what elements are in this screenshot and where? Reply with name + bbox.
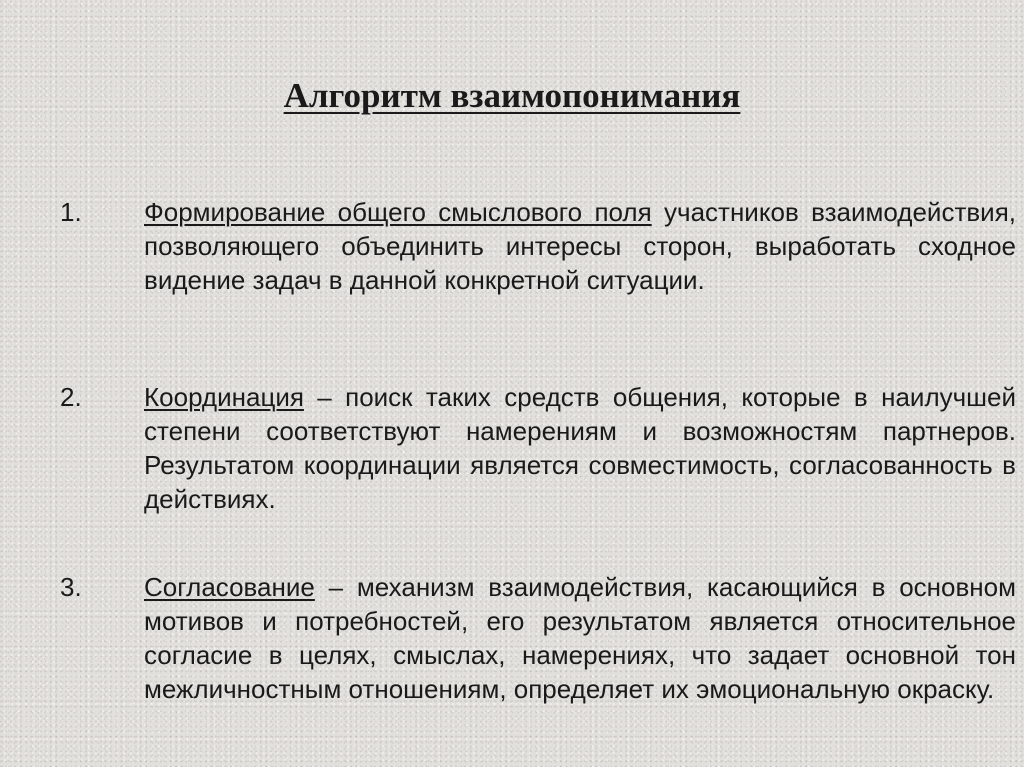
- list-item-number: 3.: [60, 572, 82, 602]
- list-item-number: 1.: [60, 197, 82, 227]
- list-item-description: участников взаимодействия, позволяющего объединить интересы сторон, выработать сходное видение задач в данной конкретной ситуации.: [144, 197, 1016, 295]
- list-item-text: [144, 380, 1016, 516]
- slide-title-text: Алгоритм взаимопонимания: [283, 76, 741, 115]
- list-item-term: Координация: [144, 382, 304, 412]
- list-item-description: – механизм взаимодействия, касающийся в основном мотивов и потребностей, его результатом является относительное согласие в целях, смыслах, намерениях, что задает основной тон межличностным отношениям, определяет их эмоциональную окраску.: [144, 572, 1016, 704]
- list-item-text: [144, 195, 1016, 297]
- list-item-number: 2.: [60, 382, 82, 412]
- list-item-description: – поиск таких средств общения, которые в наилучшей степени соответствуют намерениям и возможностям партнеров. Результатом координации является совместимость, согласованность в действиях.: [144, 382, 1016, 514]
- list-item-text: [144, 570, 1016, 706]
- list-item-term: Согласование: [144, 572, 315, 602]
- slide-title: [0, 74, 1024, 118]
- list-item-term: Формирование общего смыслового поля: [144, 197, 652, 227]
